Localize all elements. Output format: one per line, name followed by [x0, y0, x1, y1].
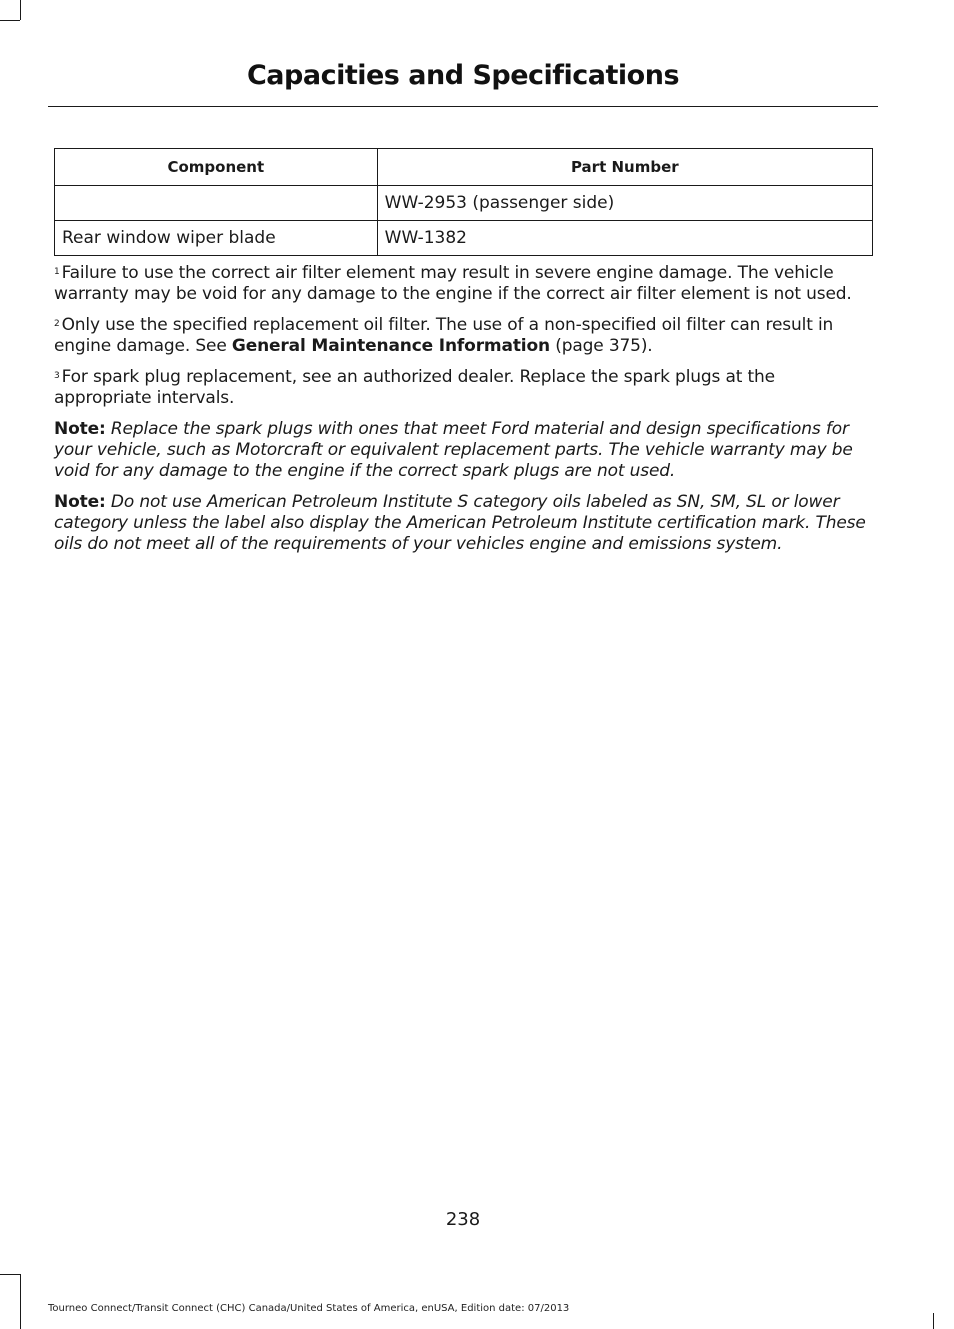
- note-label: Note:: [54, 419, 106, 439]
- crop-mark-bottom-right-vertical: [933, 1313, 934, 1329]
- table-cell-part-number: WW-1382: [377, 221, 872, 256]
- crop-mark-bottom-left-horizontal: [0, 1274, 20, 1275]
- table-row: [55, 186, 873, 221]
- crop-mark-top-left-vertical: [20, 0, 21, 20]
- footnote-text: For spark plug replacement, see an authorized dealer. Replace the spark plugs at the appropriate intervals.: [54, 367, 775, 408]
- crop-mark-top-left-horizontal: [0, 20, 20, 21]
- table-cell-component: [55, 186, 378, 221]
- column-header-component: Component: [55, 149, 378, 186]
- page-title: Capacities and Specifications: [246, 60, 680, 91]
- footer-text: Tourneo Connect/Transit Connect (CHC) Canada/United States of America, enUSA, Edition date: 07/2013: [48, 1303, 570, 1314]
- crop-mark-bottom-left-vertical: [20, 1274, 21, 1329]
- footnote-1: [54, 263, 876, 305]
- footnote-marker: 2: [54, 319, 60, 329]
- note-text: Replace the spark plugs with ones that meet Ford material and design specifications for your vehicle, such as Motorcraft or equivalent replacement parts. The vehicle warranty may be void for any damage to the engine if the correct spark plugs are not used.: [54, 419, 853, 481]
- table-row: [55, 221, 873, 256]
- notes-section: [54, 263, 876, 565]
- table-cell-component: Rear window wiper blade: [55, 221, 378, 256]
- note-text: Do not use American Petroleum Institute S category oils labeled as SN, SM, SL or lower category unless the label also display the American Petroleum Institute certification mark. These oils do not meet all of the requirements of your vehicles engine and emissions system.: [54, 492, 866, 554]
- footnote-text: Only use the specified replacement oil filter. The use of a non-specified oil filter can result in engine damage. See: [54, 315, 834, 356]
- footnote-text: Failure to use the correct air filter element may result in severe engine damage. The vehicle warranty may be void for any damage to the engine if the correct air filter element is not used.: [54, 263, 852, 304]
- note-2: [54, 492, 876, 555]
- cross-reference-link[interactable]: General Maintenance Information: [231, 336, 550, 356]
- title-divider: [48, 106, 878, 107]
- page-number: 238: [445, 1209, 481, 1230]
- table-header-row: [55, 149, 873, 186]
- footnote-3: [54, 367, 876, 409]
- footnote-text: (page 375).: [549, 336, 653, 356]
- parts-table: [54, 148, 873, 256]
- table-cell-part-number: WW-2953 (passenger side): [377, 186, 872, 221]
- column-header-part-number: Part Number: [377, 149, 872, 186]
- footnote-marker: 1: [54, 267, 60, 277]
- footnote-marker: 3: [54, 371, 60, 381]
- footnote-2: [54, 315, 876, 357]
- note-label: Note:: [54, 492, 106, 512]
- note-1: [54, 419, 876, 482]
